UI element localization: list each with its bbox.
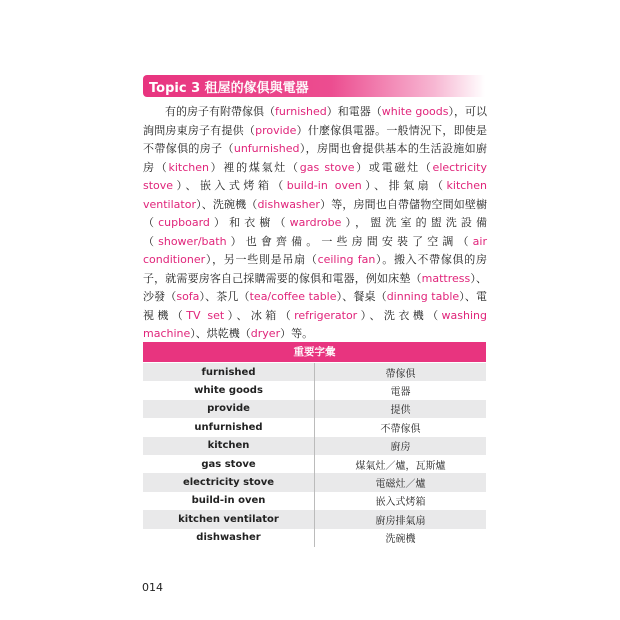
vocab-term: mattress [421, 271, 471, 285]
paragraph-text: ）、餐桌（ [336, 290, 387, 303]
vocab-row [143, 492, 486, 510]
vocab-term: cupboard [158, 216, 210, 229]
page-number: 014 [142, 581, 163, 594]
vocab-english: unfurnished [143, 418, 315, 436]
paragraph-text: ），可以詢問房東房子有提供（ [143, 105, 488, 137]
paragraph-text: ）、電視機（ [143, 290, 487, 322]
vocab-row [143, 381, 486, 399]
paragraph-text: ）、茶几（ [199, 290, 250, 303]
vocab-term: washing machine [143, 308, 487, 340]
paragraph-text: ）什麼傢俱電器。一般情況下，即使是不帶傢俱的房子（ [143, 123, 488, 155]
vocab-chinese: 不帶傢俱 [315, 418, 487, 436]
paragraph-text: ）裡的煤氣灶（ [208, 160, 300, 174]
paragraph-text: ）、嵌入式烤箱（ [173, 179, 287, 192]
vocab-term: dinning table [386, 290, 460, 303]
vocab-term: provide [255, 123, 297, 137]
vocab-term: electricity stove [143, 160, 488, 192]
vocab-english: electricity stove [143, 473, 315, 491]
vocab-table [143, 363, 486, 547]
vocab-term: sofa [176, 290, 200, 303]
paragraph-text: ）、烘乾機（ [190, 327, 251, 340]
vocab-table-header: 重要字彙 [143, 342, 486, 362]
vocab-term: ceiling fan [317, 253, 376, 266]
vocab-chinese: 洗碗機 [315, 529, 487, 547]
paragraph-text: ），房間也會提供基本的生活設施如廚房（ [143, 142, 488, 174]
paragraph-text: ），另一些則是吊扇（ [205, 253, 318, 266]
vocab-row [143, 400, 486, 418]
vocab-term: furnished [275, 105, 327, 118]
vocab-english: furnished [143, 363, 315, 381]
vocab-english: provide [143, 400, 315, 418]
vocab-row [143, 455, 486, 473]
vocab-chinese: 電器 [315, 381, 487, 399]
paragraph-text: ）和電器（ [326, 105, 382, 118]
vocab-chinese: 廚房 [315, 437, 487, 455]
vocab-term: TV set [186, 308, 225, 322]
paragraph-text: ）、沙發（ [143, 271, 488, 303]
vocab-term: tea/coffee table [249, 290, 337, 303]
vocab-english: white goods [143, 381, 315, 399]
paragraph-text: ）或電磁灶（ [354, 160, 433, 174]
vocab-chinese: 嵌入式烤箱 [315, 492, 487, 510]
paragraph-text: 有的房子有附帶傢俱（ [165, 105, 276, 118]
vocab-english: kitchen [143, 437, 315, 455]
vocab-term: gas stove [299, 160, 355, 174]
vocab-term: wardrobe [289, 216, 342, 229]
vocab-term: air conditioner [143, 234, 487, 266]
vocab-english: kitchen ventilator [143, 510, 315, 528]
topic-title: Topic 3 租屋的傢俱與電器 [149, 81, 309, 96]
vocab-term: shower/bath [158, 234, 227, 248]
paragraph-text: ）。搬入不帶傢俱的房子，就需要房客自己採購需要的傢俱和電器，例如床墊（ [143, 253, 487, 285]
paragraph-text: ），盥洗室的盥洗設備（ [143, 216, 488, 248]
vocab-term: dryer [250, 327, 281, 340]
vocab-term: dishwasher [257, 197, 320, 211]
vocab-english: build-in oven [143, 492, 315, 510]
paragraph-text: ）和衣櫥（ [209, 216, 290, 229]
vocab-row [143, 473, 486, 491]
vocab-term: white goods [381, 105, 449, 118]
paragraph-text: ）、洗碗機（ [195, 197, 258, 211]
vocab-term: kitchen ventilator [143, 179, 488, 211]
paragraph-text: ）等，房間也自帶儲物空間如壁櫥（ [143, 197, 488, 229]
vocab-term: kitchen [168, 160, 209, 174]
vocab-row [143, 363, 486, 381]
body-paragraph [143, 103, 487, 344]
topic-heading-bar [143, 75, 485, 97]
vocab-english: gas stove [143, 455, 315, 473]
vocab-term: refrigerator [294, 308, 358, 322]
vocab-row [143, 418, 486, 436]
vocab-row [143, 510, 486, 528]
paragraph-text: ）也會齊備。一些房間安裝了空調（ [226, 234, 473, 248]
vocab-term: build-in oven [286, 179, 362, 192]
vocab-chinese: 帶傢俱 [315, 363, 487, 381]
vocab-row [143, 529, 486, 547]
paragraph-text: ）等。 [280, 327, 314, 340]
paragraph-text: ）、洗衣機（ [357, 308, 442, 322]
vocab-term: unfurnished [233, 142, 300, 155]
vocab-english: dishwasher [143, 529, 315, 547]
vocab-chinese: 電磁灶／爐 [315, 473, 487, 491]
vocab-chinese: 煤氣灶／爐，瓦斯爐 [315, 455, 487, 473]
paragraph-text: ）、排氣扇（ [361, 179, 447, 192]
vocab-row [143, 437, 486, 455]
vocab-chinese: 提供 [315, 400, 487, 418]
vocab-chinese: 廚房排氣扇 [315, 510, 487, 528]
paragraph-text: ）、冰箱（ [224, 308, 295, 322]
